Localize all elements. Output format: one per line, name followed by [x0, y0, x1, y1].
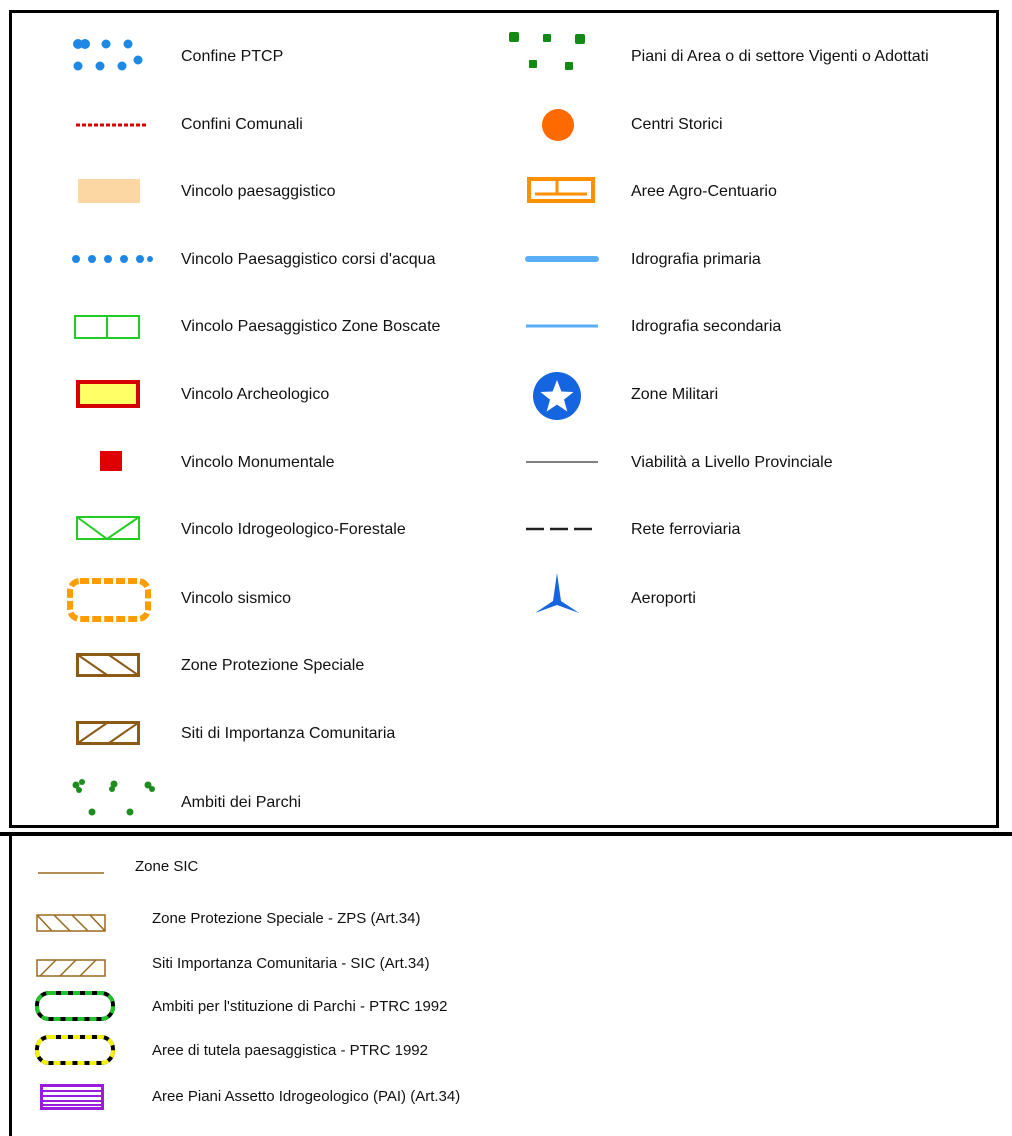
legend-label-piani-area: Piani di Area o di settore Vigenti o Adottati: [631, 48, 929, 65]
red-dashed-line-icon: [76, 120, 146, 130]
legend-label-aeroporti: Aeroporti: [631, 590, 696, 607]
legend-label-siti-importanza-comunitaria: Siti di Importanza Comunitaria: [181, 725, 396, 742]
legend-label-confini-comunali: Confini Comunali: [181, 116, 303, 133]
brown-slash-hatch-icon: [36, 959, 106, 977]
brown-line-icon: [38, 870, 104, 876]
red-square-icon: [100, 451, 122, 471]
legend-label-pai: Aree Piani Assetto Idrogeologico (PAI) (Art.34): [152, 1088, 461, 1105]
legend-label-viabilita: Viabilità a Livello Provinciale: [631, 454, 833, 471]
brown-slash-hatch-icon: [76, 721, 140, 745]
green-square-dots-icon: [505, 28, 595, 72]
blue-star-circle-icon: [532, 371, 582, 421]
black-dashed-line-icon: [526, 525, 598, 533]
legend-label-aree-tutela: Aree di tutela paesaggistica - PTRC 1992: [152, 1042, 428, 1059]
legend-label-vincolo-archeologico: Vincolo Archeologico: [181, 386, 330, 403]
legend-label-rete-ferroviaria: Rete ferroviaria: [631, 521, 741, 538]
legend-label-idrografia-secondaria: Idrografia secondaria: [631, 318, 782, 335]
blue-airport-icon: [533, 571, 581, 617]
thick-blue-line-icon: [524, 253, 600, 265]
red-yellow-rectangle-icon: [76, 380, 140, 408]
yellow-dashed-rounded-icon: [34, 1034, 118, 1068]
legend-label-vincolo-corsi-acqua: Vincolo Paesaggistico corsi d'acqua: [181, 251, 436, 268]
blue-dots-icon: [70, 36, 150, 76]
green-split-rectangle-icon: [74, 315, 140, 339]
legend-label-ambiti-parchi: Ambiti dei Parchi: [181, 794, 302, 811]
legend-label-confine-ptcp: Confine PTCP: [181, 48, 284, 65]
legend-label-idrogeologico-forestale: Vincolo Idrogeologico-Forestale: [181, 521, 406, 538]
thin-blue-line-icon: [524, 321, 600, 331]
legend-label-zone-militari: Zone Militari: [631, 386, 719, 403]
green-tree-dots-icon: [68, 776, 158, 820]
brown-backslash-hatch-icon: [76, 653, 140, 677]
legend-top-panel: [9, 10, 999, 828]
legend-label-idrografia-primaria: Idrografia primaria: [631, 251, 761, 268]
legend-label-vincolo-monumentale: Vincolo Monumentale: [181, 454, 335, 471]
legend-label-sic: Siti Importanza Comunitaria - SIC (Art.34): [152, 955, 430, 972]
legend-label-zone-sic: Zone SIC: [135, 858, 199, 875]
legend-label-centri-storici: Centri Storici: [631, 116, 723, 133]
legend-label-vincolo-sismico: Vincolo sismico: [181, 590, 291, 607]
peach-rectangle-icon: [78, 179, 140, 203]
brown-backslash-hatch-icon: [36, 914, 106, 932]
green-dashed-rounded-icon: [34, 990, 118, 1024]
green-zigzag-rectangle-icon: [76, 516, 140, 540]
orange-dashed-rounded-icon: [66, 577, 152, 623]
orange-circle-icon: [541, 108, 575, 142]
legend-label-zps: Zone Protezione Speciale - ZPS (Art.34): [152, 910, 421, 927]
legend-label-ambiti-parchi-ptrc: Ambiti per l'stituzione di Parchi - PTRC 1992: [152, 998, 448, 1015]
blue-dotted-line-icon: [70, 252, 154, 266]
legend-label-vincolo-paesaggistico: Vincolo paesaggistico: [181, 183, 336, 200]
purple-striped-rectangle-icon: [40, 1084, 104, 1110]
legend-label-zone-boscate: Vincolo Paesaggistico Zone Boscate: [181, 318, 441, 335]
black-thin-line-icon: [526, 459, 598, 465]
orange-frame-icon: [527, 177, 595, 203]
legend-label-zone-protezione-speciale: Zone Protezione Speciale: [181, 657, 365, 674]
legend-label-aree-agro-centuario: Aree Agro-Centuario: [631, 183, 777, 200]
